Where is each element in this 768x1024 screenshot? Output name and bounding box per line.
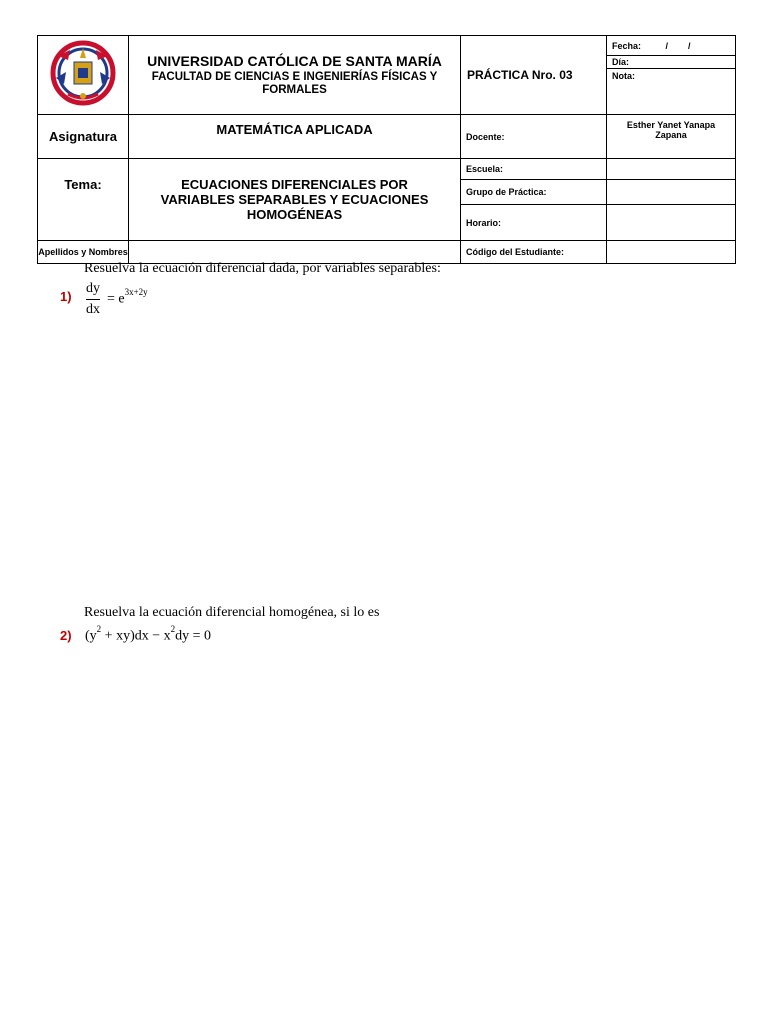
asignatura-value: MATEMÁTICA APLICADA bbox=[129, 115, 461, 159]
dia-label: Día: bbox=[607, 56, 736, 69]
tema-value: ECUACIONES DIFERENCIALES POR VARIABLES SEPARABLES Y ECUACIONES HOMOGÉNEAS bbox=[129, 159, 461, 241]
problem-1-fraction bbox=[86, 281, 100, 318]
grupo-label: Grupo de Práctica: bbox=[461, 180, 607, 205]
logo-cell bbox=[38, 36, 129, 115]
problem-1-instruction: Resuelva la ecuación diferencial dada, por variables separables: bbox=[84, 261, 441, 276]
problem-2-instruction: Resuelva la ecuación diferencial homogénea, si lo es bbox=[84, 605, 380, 620]
apellidos-label: Apellidos y Nombres bbox=[38, 241, 129, 264]
codigo-value bbox=[607, 241, 736, 264]
tema-label: Tema: bbox=[38, 159, 129, 241]
problem-2-eq-sup2: 2 bbox=[170, 624, 176, 634]
docente-value: Esther Yanet Yanapa Zapana bbox=[607, 115, 736, 159]
problem-2-eq-part2: + xy)dx − x bbox=[101, 628, 171, 644]
docente-label: Docente: bbox=[461, 115, 607, 159]
problem-2-eq-sup1: 2 bbox=[96, 624, 102, 634]
fecha-slashes: / / bbox=[665, 40, 691, 51]
problem-2-equation bbox=[85, 626, 211, 645]
horario-value bbox=[607, 205, 736, 241]
faculty-name: FACULTAD DE CIENCIAS E INGENIERÍAS FÍSICAS Y FORMALES bbox=[151, 71, 438, 96]
problem-1-rhs bbox=[107, 289, 148, 308]
problem-1-denominator: dx bbox=[86, 302, 100, 317]
escuela-value bbox=[607, 159, 736, 180]
fecha-label: Fecha: bbox=[612, 40, 642, 51]
problem-2-eq-part3: dy = 0 bbox=[175, 628, 212, 644]
university-cell bbox=[129, 36, 461, 115]
problem-2-eq-part1: (y bbox=[85, 628, 97, 644]
escuela-label: Escuela: bbox=[461, 159, 607, 180]
horario-label: Horario: bbox=[461, 205, 607, 241]
nota-label: Nota: bbox=[607, 69, 736, 115]
problem-2-number: 2) bbox=[60, 628, 72, 643]
grupo-value bbox=[607, 180, 736, 205]
fraction-bar bbox=[86, 299, 100, 300]
problem-1-number: 1) bbox=[60, 289, 72, 304]
header-table bbox=[37, 35, 736, 264]
university-name: UNIVERSIDAD CATÓLICA DE SANTA MARÍA bbox=[147, 53, 442, 69]
asignatura-label: Asignatura bbox=[38, 115, 129, 159]
practica-number: PRÁCTICA Nro. 03 bbox=[461, 36, 607, 115]
problem-1-numerator: dy bbox=[86, 281, 100, 296]
codigo-label: Código del Estudiante: bbox=[461, 241, 607, 264]
fecha-cell bbox=[607, 36, 736, 56]
university-crest-icon bbox=[48, 38, 118, 108]
problem-1-rhs-base: = e bbox=[107, 291, 125, 307]
problem-1-rhs-exponent: 3x+2y bbox=[124, 287, 148, 297]
